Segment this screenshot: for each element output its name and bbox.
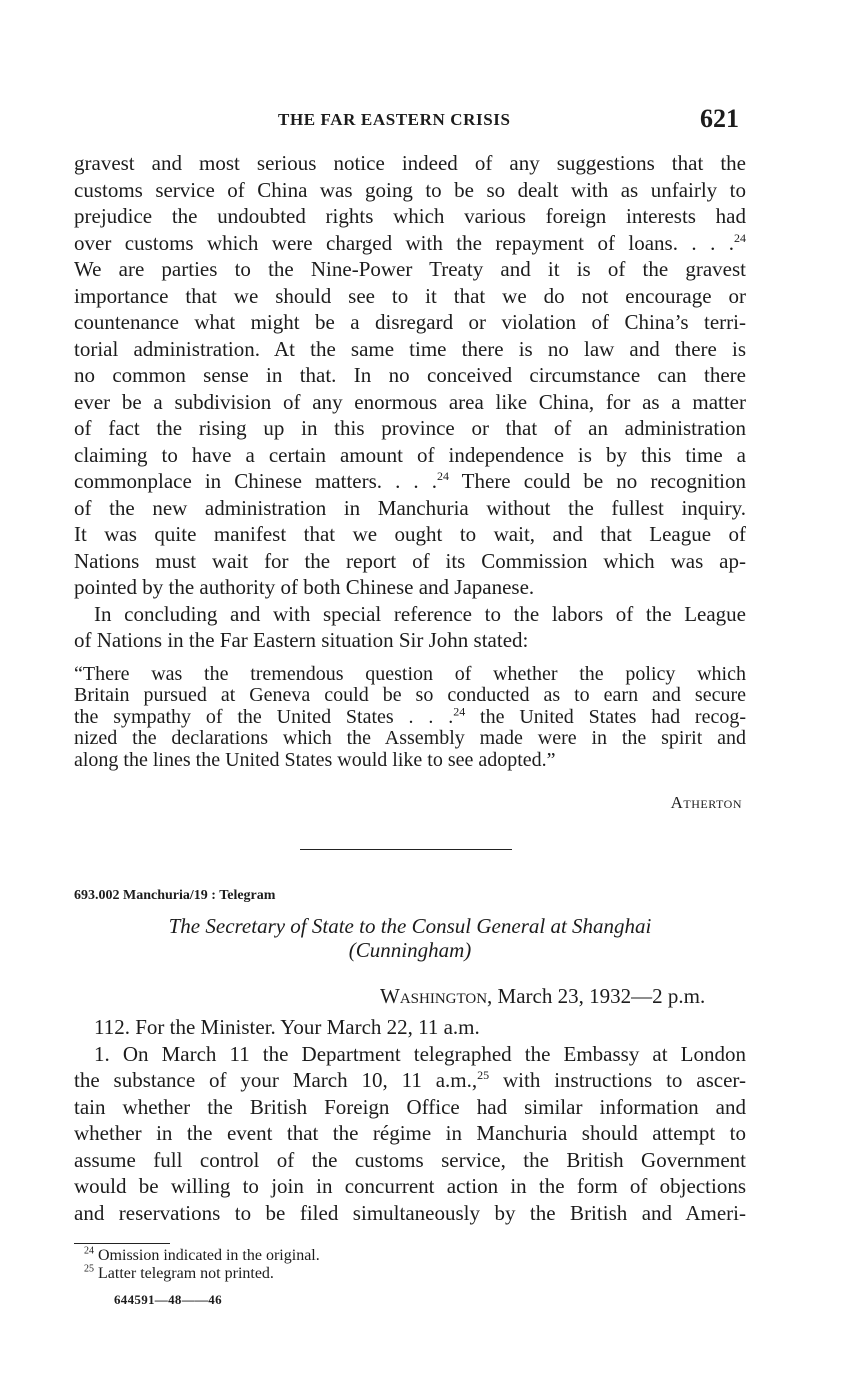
text-run: over customs which were charged with the repayment of loans. . . . [74, 230, 734, 255]
text-run: importance that we should see to it that we do not encourage or [74, 283, 746, 308]
dateline-place: Washington [380, 984, 488, 1008]
text-run: countenance what might be a disregard or violation of China’s terri- [74, 310, 746, 334]
page-number: 621 [700, 104, 739, 133]
document-caption [74, 914, 746, 962]
dateline-date: , March 23, 1932—2 p.m. [487, 984, 706, 1008]
footnote-marker: 24 [436, 469, 449, 483]
section-divider [300, 849, 512, 850]
text-run: In concluding and with special reference to the labors of the League [94, 601, 746, 626]
text-line [74, 362, 746, 389]
text-line [74, 309, 746, 336]
running-head [0, 104, 854, 138]
text-line [74, 1120, 746, 1147]
text-run: There could be no recognition [448, 469, 747, 493]
running-head-title: THE FAR EASTERN CRISIS [278, 110, 511, 129]
footnote-marker: 24 [734, 230, 746, 245]
text-run: of the new administration in Manchuria without the fullest inquiry. [74, 495, 746, 520]
text-line [74, 1147, 746, 1174]
text-line [74, 230, 746, 257]
footnote-number: 24 [84, 1245, 94, 1257]
text-line [74, 627, 746, 654]
text-line [74, 521, 746, 548]
text-line [74, 685, 746, 706]
text-line [74, 495, 746, 522]
text-run: prejudice the undoubted rights which various foreign interests had [74, 204, 746, 228]
text-line [74, 574, 746, 601]
telegram-body [74, 1014, 746, 1226]
text-run: It was quite manifest that we ought to wait, and that League of [74, 522, 746, 546]
text-run: gravest and most serious notice indeed of any suggestions that the [74, 151, 746, 175]
footnote [84, 1265, 320, 1283]
text-line [74, 1067, 746, 1094]
text-run: assume full control of the customs service, the British Government [74, 1147, 746, 1172]
text-run: Britain pursued at Geneva could be so conducted as to earn and secure [74, 684, 746, 707]
text-line [74, 1041, 746, 1068]
dateline [380, 984, 746, 1009]
footnote-rule [74, 1243, 170, 1244]
text-line [74, 1094, 746, 1121]
text-line [74, 664, 746, 685]
text-run: the substance of your March 10, 11 a.m., [74, 1068, 478, 1092]
text-line [74, 336, 746, 363]
text-line [74, 1173, 746, 1200]
print-code: 644591—48——46 [114, 1292, 222, 1307]
text-run: We are parties to the Nine-Power Treaty and it is of the gravest [74, 257, 746, 281]
text-line [74, 283, 746, 310]
text-run: 1. On March 11 the Department telegraphed the Embassy at London [94, 1041, 746, 1066]
text-run: “There was the tremendous question of whether the policy which [74, 663, 746, 685]
text-run: nized the declarations which the Assembly made were in the spirit and [74, 727, 746, 750]
text-run: and reservations to be filed simultaneously by the British and Ameri- [74, 1200, 746, 1225]
text-run: ever be a subdivision of any enormous area like China, for as a matter [74, 389, 746, 414]
text-line [74, 442, 746, 469]
text-run: claiming to have a certain amount of independence is by this time a [74, 442, 746, 467]
caption-line-1: The Secretary of State to the Consul General at Shanghai [168, 914, 652, 938]
text-line [74, 203, 746, 230]
text-run: commonplace in Chinese matters. . . . [74, 469, 437, 493]
text-run: along the lines the United States would like to see adopted.” [74, 748, 556, 771]
footnote-number: 25 [84, 1263, 94, 1275]
body-text-continuation [74, 150, 746, 654]
footnotes [84, 1247, 320, 1283]
text-run: pointed by the authority of both Chinese and Japanese. [74, 575, 535, 599]
footnote [84, 1247, 320, 1265]
text-line [74, 177, 746, 204]
text-run: torial administration. At the same time there is no law and there is [74, 336, 746, 361]
footnote-text: Latter telegram not printed. [94, 1265, 274, 1282]
caption-line-2: (Cunningham) [348, 938, 472, 962]
text-run: the sympathy of the United States . . . [74, 705, 454, 728]
text-line [74, 728, 746, 749]
text-run: of fact the rising up in this province or that of an administration [74, 416, 746, 440]
text-run: 112. For the Minister. Your March 22, 11 a.m. [94, 1015, 480, 1039]
footnote-marker: 25 [477, 1068, 490, 1082]
text-line [74, 548, 746, 575]
signature: Atherton [670, 793, 742, 812]
text-run: would be willing to join in concurrent action in the form of objections [74, 1174, 746, 1198]
text-line [74, 256, 746, 283]
text-run: of Nations in the Far Eastern situation Sir John stated: [74, 628, 529, 652]
text-run: the United States had recog- [465, 705, 746, 728]
text-line [74, 1200, 746, 1227]
file-reference: 693.002 Manchuria/19 : Telegram [74, 888, 276, 903]
text-run: no common sense in that. In no conceived circumstance can there [74, 363, 746, 387]
block-quote [74, 664, 746, 771]
text-line [74, 150, 746, 177]
footnote-text: Omission indicated in the original. [94, 1247, 320, 1264]
text-run: with instructions to ascer- [489, 1068, 747, 1092]
text-line [74, 750, 746, 771]
text-line [74, 389, 746, 416]
footnote-marker: 24 [453, 704, 466, 719]
text-line [74, 704, 746, 728]
text-line [74, 1014, 746, 1041]
text-line [74, 601, 746, 628]
text-line [74, 415, 746, 442]
text-run: tain whether the British Foreign Office had similar information and [74, 1094, 746, 1119]
text-run: customs service of China was going to be so dealt with as unfairly to [74, 177, 746, 202]
text-run: Nations must wait for the report of its Commission which was ap- [74, 548, 746, 573]
text-line [74, 468, 746, 495]
text-run: whether in the event that the régime in Manchuria should attempt to [74, 1121, 746, 1145]
